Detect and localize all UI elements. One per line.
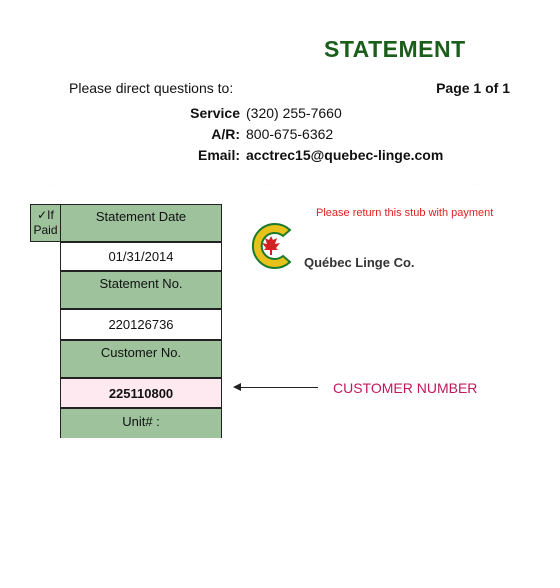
page-indicator: Page 1 of 1 [436, 80, 510, 96]
return-stub-note: Please return this stub with payment [316, 207, 494, 219]
statement-date-label: Statement Date [60, 204, 222, 242]
customer-no-value: 225110800 [60, 378, 222, 408]
annotation-arrow [238, 387, 318, 388]
customer-no-label: Customer No. [60, 340, 222, 378]
arrow-left-icon [233, 383, 241, 391]
contact-service-value: (320) 255-7660 [246, 105, 342, 121]
contact-service-label: Service [190, 105, 240, 121]
statement-no-value: 220126736 [60, 309, 222, 340]
customer-number-annotation: CUSTOMER NUMBER [333, 380, 478, 396]
maple-leaf-c-logo-icon [246, 222, 300, 270]
unit-label: Unit# : [60, 408, 222, 438]
contact-ar-label: A/R: [211, 126, 240, 142]
if-paid-header: ✓If Paid [30, 204, 61, 242]
contact-email-value: acctrec15@quebec-linge.com [246, 147, 444, 163]
questions-label: Please direct questions to: [69, 80, 234, 96]
contact-ar-value: 800-675-6362 [246, 126, 334, 142]
contact-email-label: Email: [197, 147, 240, 163]
statement-no-label: Statement No. [60, 271, 222, 309]
statement-date-value: 01/31/2014 [60, 242, 222, 271]
statement-title: STATEMENT [324, 36, 466, 62]
company-name: Québec Linge Co. [304, 255, 415, 270]
